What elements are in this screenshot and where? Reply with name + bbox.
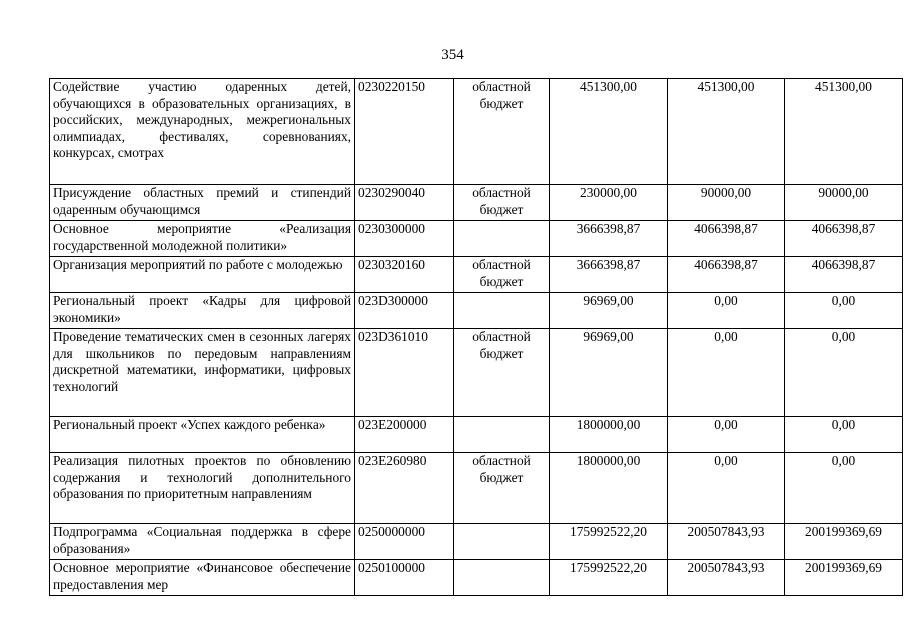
row-source <box>454 560 550 596</box>
row-value-1: 1800000,00 <box>550 453 668 524</box>
row-value-1: 230000,00 <box>550 185 668 221</box>
row-value-3: 90000,00 <box>785 185 903 221</box>
row-code: 0230290040 <box>355 185 454 221</box>
row-code: 0250100000 <box>355 560 454 596</box>
table-row <box>50 524 903 560</box>
row-name: Присуждение областных премий и стипендий одаренным обучающимся <box>50 185 355 221</box>
row-value-1: 1800000,00 <box>550 417 668 453</box>
table-row <box>50 329 903 417</box>
row-value-1: 175992522,20 <box>550 524 668 560</box>
row-name: Основное мероприятие «Реализация государственной молодежной политики» <box>50 221 355 257</box>
row-value-2: 200507843,93 <box>668 560 785 596</box>
row-code: 023E200000 <box>355 417 454 453</box>
table-row <box>50 221 903 257</box>
row-value-3: 0,00 <box>785 417 903 453</box>
row-source: областной бюджет <box>454 329 550 417</box>
row-name: Региональный проект «Успех каждого ребенка» <box>50 417 355 453</box>
row-code: 0250000000 <box>355 524 454 560</box>
row-value-2: 0,00 <box>668 329 785 417</box>
row-value-2: 200507843,93 <box>668 524 785 560</box>
row-value-3: 0,00 <box>785 453 903 524</box>
row-value-1: 3666398,87 <box>550 257 668 293</box>
row-value-2: 0,00 <box>668 453 785 524</box>
row-value-3: 4066398,87 <box>785 257 903 293</box>
table-row <box>50 453 903 524</box>
row-value-2: 90000,00 <box>668 185 785 221</box>
row-value-3: 200199369,69 <box>785 524 903 560</box>
row-source: областной бюджет <box>454 453 550 524</box>
table-row <box>50 185 903 221</box>
table-row <box>50 293 903 329</box>
row-value-1: 451300,00 <box>550 79 668 185</box>
row-name: Организация мероприятий по работе с молодежью <box>50 257 355 293</box>
row-name: Содействие участию одаренных детей, обучающихся в образовательных организациях, в российских, международных, межрегиональных олимпиадах, фестивалях, соревнованиях, конкурсах, смотрах <box>50 79 355 185</box>
row-value-1: 96969,00 <box>550 329 668 417</box>
row-value-3: 451300,00 <box>785 79 903 185</box>
row-value-3: 0,00 <box>785 293 903 329</box>
row-code: 0230300000 <box>355 221 454 257</box>
row-value-2: 4066398,87 <box>668 257 785 293</box>
row-source: областной бюджет <box>454 257 550 293</box>
row-name: Региональный проект «Кадры для цифровой экономики» <box>50 293 355 329</box>
row-name: Реализация пилотных проектов по обновлению содержания и технологий дополнительного образования по приоритетным направлениям <box>50 453 355 524</box>
row-source <box>454 524 550 560</box>
row-name: Подпрограмма «Социальная поддержка в сфере образования» <box>50 524 355 560</box>
row-value-1: 3666398,87 <box>550 221 668 257</box>
row-code: 023D361010 <box>355 329 454 417</box>
row-value-2: 0,00 <box>668 417 785 453</box>
row-value-3: 0,00 <box>785 329 903 417</box>
row-value-1: 96969,00 <box>550 293 668 329</box>
table-row <box>50 79 903 185</box>
page-number: 354 <box>441 47 464 63</box>
row-value-1: 175992522,20 <box>550 560 668 596</box>
row-code: 023E260980 <box>355 453 454 524</box>
row-value-2: 0,00 <box>668 293 785 329</box>
row-source: областной бюджет <box>454 79 550 185</box>
row-source <box>454 417 550 453</box>
row-value-2: 4066398,87 <box>668 221 785 257</box>
table-row <box>50 560 903 596</box>
row-value-2: 451300,00 <box>668 79 785 185</box>
row-source <box>454 293 550 329</box>
row-source <box>454 221 550 257</box>
row-code: 023D300000 <box>355 293 454 329</box>
row-code: 0230320160 <box>355 257 454 293</box>
table-row <box>50 417 903 453</box>
row-name: Основное мероприятие «Финансовое обеспечение предоставления мер <box>50 560 355 596</box>
table-row <box>50 257 903 293</box>
row-value-3: 200199369,69 <box>785 560 903 596</box>
row-code: 0230220150 <box>355 79 454 185</box>
row-name: Проведение тематических смен в сезонных лагерях для школьников по передовым направлениям дискретной математики, информатики, цифровых технологий <box>50 329 355 417</box>
row-value-3: 4066398,87 <box>785 221 903 257</box>
budget-table <box>49 78 903 596</box>
row-source: областной бюджет <box>454 185 550 221</box>
